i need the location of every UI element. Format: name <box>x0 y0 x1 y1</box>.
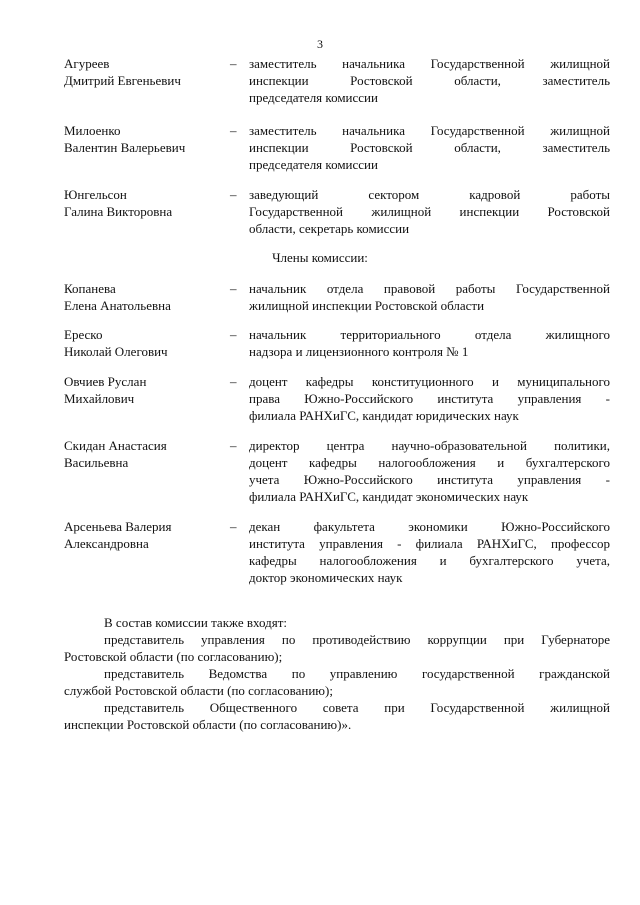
closing-intro: В состав комиссии также входят: <box>104 615 287 630</box>
person-position: директор центра научно-образовательной политики, доцент кафедры налогообложения и бухгалтерского учета Южно-Российского института управления - филиала РАНХиГС, кандидат экономических наук <box>249 438 610 504</box>
person-name: Овчиев Руслан Михайлович <box>64 374 147 406</box>
dash-separator: – <box>230 327 237 342</box>
person-position: начальник отдела правовой работы Государственной жилищной инспекции Ростовской области <box>249 281 610 313</box>
dash-separator: – <box>230 123 237 138</box>
closing-section <box>64 614 610 733</box>
person-position: заместитель начальника Государственной жилищной инспекции Ростовской области, заместитель председателя комиссии <box>249 123 610 172</box>
closing-item-line: представитель Общественного совета при Государственной жилищной <box>104 700 610 715</box>
page-number: 3 <box>317 37 323 51</box>
closing-item-line: представитель управления по противодействию коррупции при Губернаторе <box>104 632 610 647</box>
person-name: Милоенко Валентин Валерьевич <box>64 123 186 155</box>
person-position: доцент кафедры конституционного и муниципального права Южно-Российского института управления - филиала РАНХиГС, кандидат юридических наук <box>249 374 610 423</box>
person-position: заведующий сектором кадровой работы Государственной жилищной инспекции Ростовской области, секретарь комиссии <box>249 187 610 236</box>
person-name: Копанева Елена Анатольевна <box>64 281 171 313</box>
person-name: Юнгельсон Галина Викторовна <box>64 187 173 219</box>
person-position: заместитель начальника Государственной жилищной инспекции Ростовской области, заместитель председателя комиссии <box>249 56 610 105</box>
person-name: Арсеньева Валерия Александровна <box>64 519 172 551</box>
person-position: начальник территориального отдела жилищного надзора и лицензионного контроля № 1 <box>249 327 610 359</box>
person-name: Ереско Николай Олегович <box>64 327 168 359</box>
dash-separator: – <box>230 438 237 453</box>
closing-item-line: службой Ростовской области (по согласованию); <box>64 683 333 698</box>
dash-separator: – <box>230 519 237 534</box>
closing-item-line: представитель Ведомства по управлению государственной гражданской <box>104 666 610 681</box>
person-name: Скидан Анастасия Васильевна <box>64 438 167 470</box>
person-name: Агуреев Дмитрий Евгеньевич <box>64 56 181 88</box>
closing-item-line: Ростовской области (по согласованию); <box>64 649 283 664</box>
dash-separator: – <box>230 187 237 202</box>
members-heading: Члены комиссии: <box>272 250 368 265</box>
closing-item-line: инспекции Ростовской области (по согласованию)». <box>64 717 352 732</box>
dash-separator: – <box>230 374 237 389</box>
dash-separator: – <box>230 56 237 71</box>
person-position: декан факультета экономики Южно-Российского института управления - филиала РАНХиГС, профессор кафедры налогообложения и бухгалтерского учета, доктор экономических наук <box>249 519 610 585</box>
dash-separator: – <box>230 281 237 296</box>
